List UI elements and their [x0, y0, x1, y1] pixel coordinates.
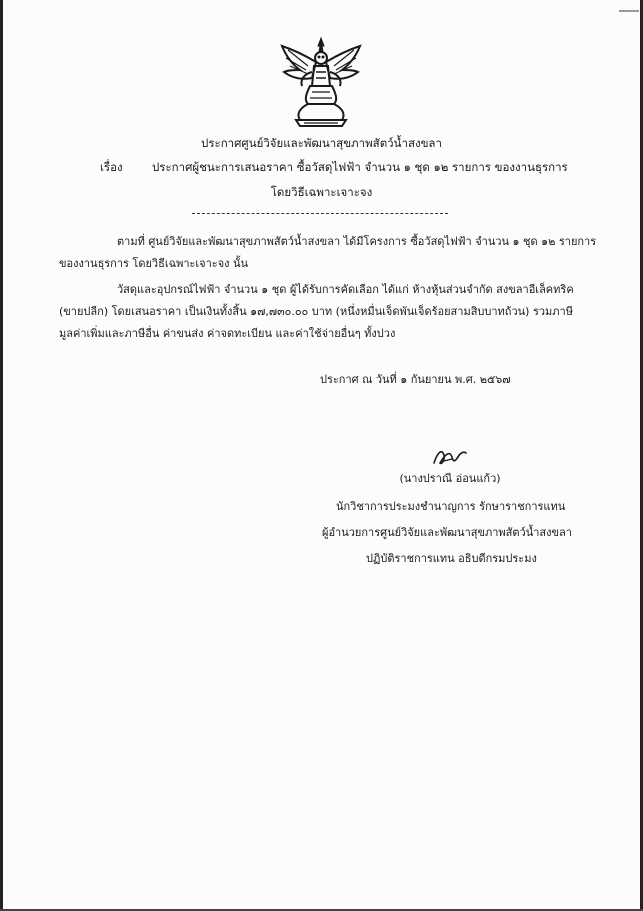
corner-mark — [619, 0, 639, 12]
subject-continuation: โดยวิธีเฉพาะเจาะจง — [270, 185, 373, 199]
subject-text: ประกาศผู้ชนะการเสนอราคา ซื้อวัสดุไฟฟ้า จำนวน ๑ ชุด ๑๒ รายการ ของงานธุรการ — [152, 160, 568, 174]
divider — [192, 213, 448, 214]
signer-name: (นางปราณี อ่อนแก้ว) — [399, 472, 501, 485]
paragraph-1-line-2: ของงานธุรการ โดยวิธีเฉพาะเจาะจง นั้น — [59, 257, 249, 270]
paragraph-1-line-1: ตามที่ ศูนย์วิจัยและพัฒนาสุขภาพสัตว์น้ำสงขลา ได้มีโครงการ ซื้อวัสดุไฟฟ้า จำนวน ๑ ชุด ๑๒ รายการ — [117, 235, 597, 248]
subject-label: เรื่อง — [100, 160, 123, 174]
announcement-date: ประกาศ ณ วันที่ ๑ กันยายน พ.ศ. ๒๕๖๗ — [320, 373, 511, 386]
signer-position-1: นักวิชาการประมงชำนาญการ รักษาราชการแทน — [336, 500, 566, 513]
signer-position-2: ผู้อำนวยการศูนย์วิจัยและพัฒนาสุขภาพสัตว์น้ำสงขลา — [322, 526, 572, 539]
announcement-title: ประกาศศูนย์วิจัยและพัฒนาสุขภาพสัตว์น้ำสงขลา — [201, 136, 442, 150]
garuda-emblem-icon — [278, 36, 364, 128]
paragraph-2-line-1: วัสดุและอุปกรณ์ไฟฟ้า จำนวน ๑ ชุด ผู้ได้รับการคัดเลือก ได้แก่ ห้างหุ้นส่วนจำกัด สงขลาอีเล็คทริค — [117, 283, 574, 296]
paragraph-2-line-3: มูลค่าเพิ่มและภาษีอื่น ค่าขนส่ง ค่าจดทะเบียน และค่าใช้จ่ายอื่นๆ ทั้งปวง — [59, 327, 396, 340]
handwritten-signature-icon — [430, 445, 470, 471]
paragraph-2-line-2: (ขายปลีก) โดยเสนอราคา เป็นเงินทั้งสิ้น ๑๗,๗๓๐.๐๐ บาท (หนึ่งหมื่นเจ็ดพันเจ็ดร้อยสามสิบบาทถ้วน) รวมภาษี — [59, 305, 573, 318]
signer-position-3: ปฏิบัติราชการแทน อธิบดีกรมประมง — [366, 552, 537, 565]
